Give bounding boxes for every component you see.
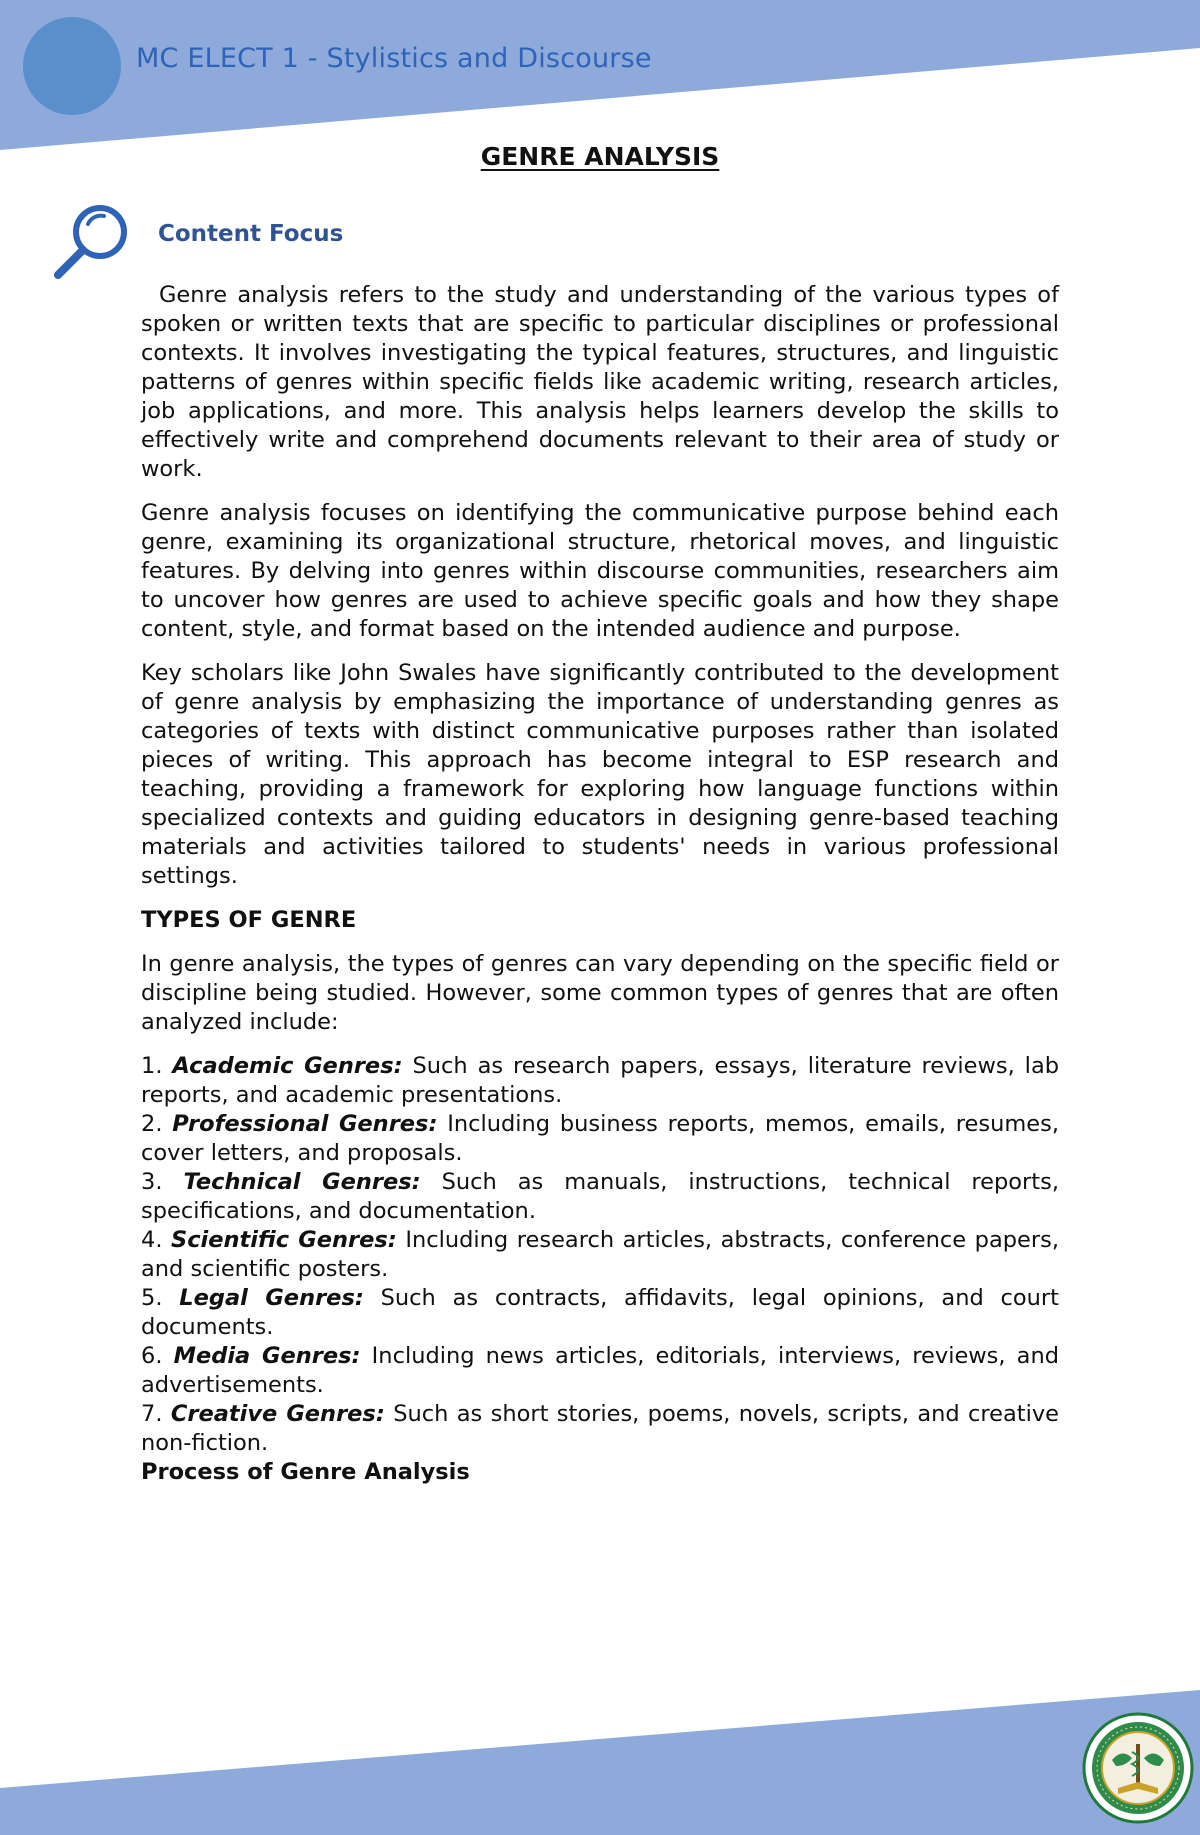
page-title: GENRE ANALYSIS bbox=[480, 142, 720, 171]
genre-description: Including news articles, editorials, interviews, reviews, and advertisements. bbox=[141, 1343, 1060, 1398]
genre-item-legal bbox=[141, 1284, 1059, 1342]
document-body bbox=[141, 281, 1059, 1502]
genre-item-creative bbox=[141, 1400, 1059, 1458]
genre-description: Such as short stories, poems, novels, scripts, and creative non-fiction. bbox=[141, 1401, 1060, 1456]
genre-description: Including business reports, memos, emails, resumes, cover letters, and proposals. bbox=[141, 1111, 1059, 1166]
magnifying-glass-icon bbox=[52, 202, 132, 282]
genre-number: 7. bbox=[141, 1401, 163, 1427]
genre-number: 4. bbox=[141, 1227, 163, 1253]
genre-name: Academic Genres: bbox=[172, 1053, 403, 1079]
header-circle-icon bbox=[23, 17, 121, 115]
genre-number: 1. bbox=[141, 1053, 163, 1079]
genre-number: 5. bbox=[141, 1285, 163, 1311]
process-heading: Process of Genre Analysis bbox=[141, 1459, 470, 1485]
genre-item-scientific bbox=[141, 1226, 1059, 1284]
genre-description: Such as research papers, essays, literature reviews, lab reports, and academic presentations. bbox=[141, 1053, 1060, 1108]
header-band bbox=[0, 0, 1200, 160]
genre-list bbox=[141, 1052, 1059, 1458]
genre-item-academic bbox=[141, 1052, 1059, 1110]
genre-name: Creative Genres: bbox=[170, 1401, 385, 1427]
content-focus-label: Content Focus bbox=[158, 221, 344, 247]
types-of-genre-heading: TYPES OF GENRE bbox=[141, 907, 357, 933]
footer-band bbox=[0, 1680, 1200, 1835]
course-title: MC ELECT 1 - Stylistics and Discourse bbox=[136, 43, 652, 74]
genre-description: Such as manuals, instructions, technical reports, specifications, and documentation. bbox=[141, 1169, 1060, 1224]
genre-name: Technical Genres: bbox=[183, 1169, 421, 1195]
genre-item-technical bbox=[141, 1168, 1059, 1226]
genre-name: Scientific Genres: bbox=[171, 1227, 397, 1253]
genre-name: Media Genres: bbox=[173, 1343, 361, 1369]
university-seal-icon bbox=[1082, 1712, 1194, 1824]
focus-paragraph-3: Key scholars like John Swales have significantly contributed to the development of genre analysis by emphasizing the importance of understanding genres as categories of texts with distinct communicative purposes rather than isolated pieces of writing. This approach has become integral to ESP research and teaching, providing a framework for exploring how language functions within specialized contexts and guiding educators in designing genre-based teaching materials and activities tailored to students' needs in various professional settings. bbox=[141, 660, 1059, 889]
genre-number: 3. bbox=[141, 1169, 163, 1195]
genre-name: Professional Genres: bbox=[172, 1111, 438, 1137]
focus-paragraph-2: Genre analysis focuses on identifying the communicative purpose behind each genre, examining its organizational structure, rhetorical moves, and linguistic features. By delving into genres within discourse communities, researchers aim to uncover how genres are used to achieve specific goals and how they shape content, style, and format based on the intended audience and purpose. bbox=[141, 500, 1059, 642]
focus-paragraph-1: Genre analysis refers to the study and understanding of the various types of spoken or written texts that are specific to particular disciplines or professional contexts. It involves investigating the typical features, structures, and linguistic patterns of genres within specific fields like academic writing, research articles, job applications, and more. This analysis helps learners develop the skills to effectively write and comprehend documents relevant to their area of study or work. bbox=[141, 282, 1059, 482]
genre-number: 6. bbox=[141, 1343, 163, 1369]
genre-description: Including research articles, abstracts, conference papers, and scientific posters. bbox=[141, 1227, 1059, 1282]
types-intro-paragraph: In genre analysis, the types of genres can vary depending on the specific field or discipline being studied. However, some common types of genres that are often analyzed include: bbox=[141, 951, 1059, 1035]
genre-item-professional bbox=[141, 1110, 1059, 1168]
genre-number: 2. bbox=[141, 1111, 163, 1137]
genre-description: Such as contracts, affidavits, legal opinions, and court documents. bbox=[141, 1285, 1059, 1340]
genre-name: Legal Genres: bbox=[179, 1285, 364, 1311]
genre-item-media bbox=[141, 1342, 1059, 1400]
